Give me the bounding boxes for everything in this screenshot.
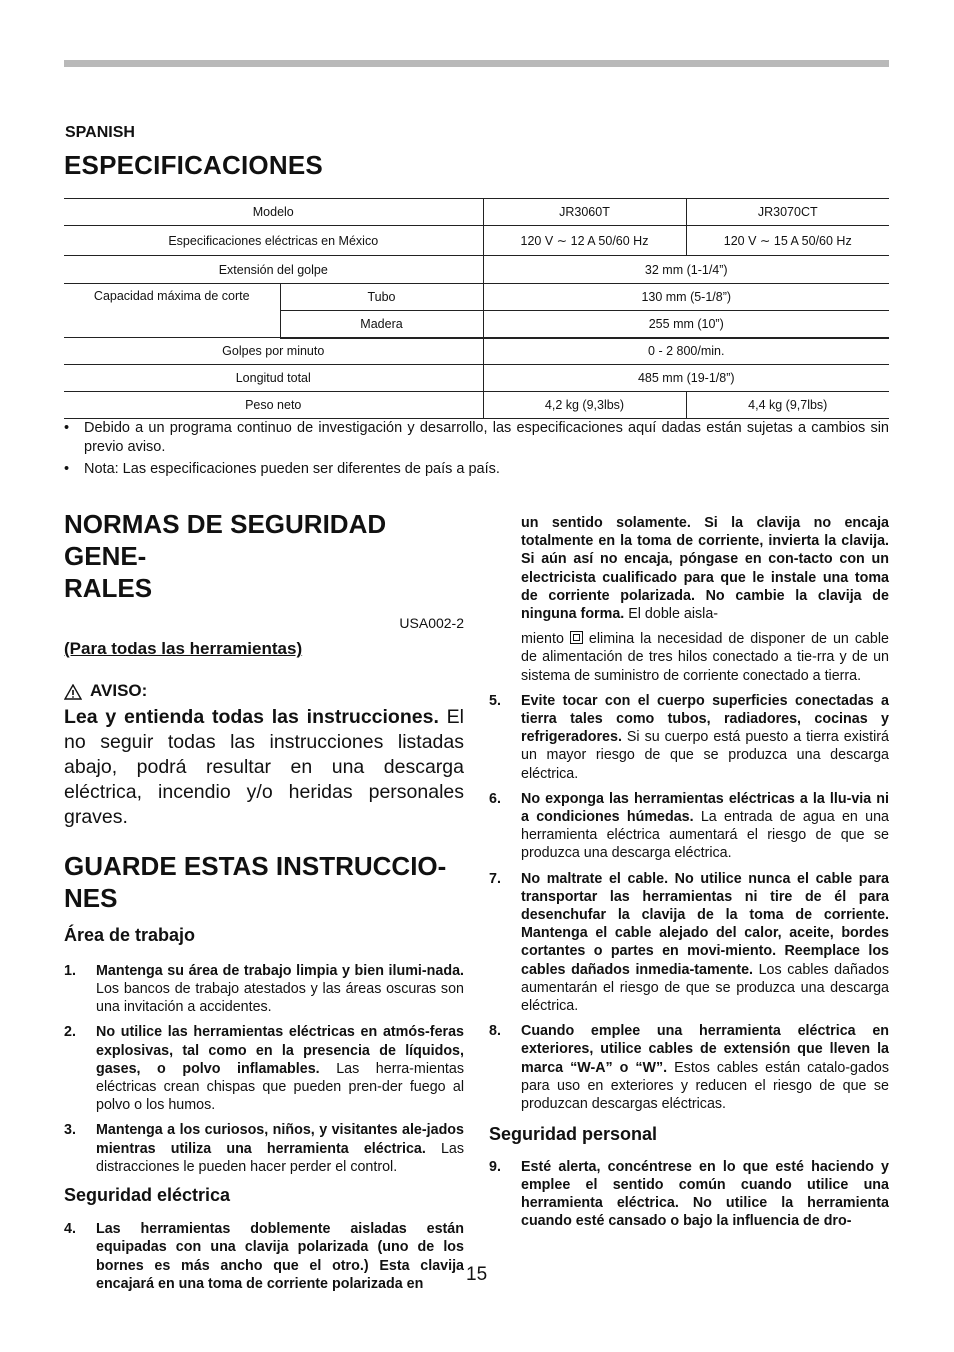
item-text: Las distracciones le pueden hacer perder el control. — [96, 1140, 464, 1175]
list-item — [64, 962, 464, 1017]
table-cell: 4,2 kg (9,3lbs) — [483, 392, 686, 419]
table-row — [64, 365, 889, 392]
item-number: 7. — [489, 870, 501, 887]
table-cell: Extensión del golpe — [64, 256, 483, 284]
item-text: miento — [521, 631, 564, 648]
table-cell: 120 V ∼ 12 A 50/60 Hz — [483, 226, 686, 256]
item-text: Los cables dañados aumentarán el riesgo de que se produzca una descarga eléctrica. — [521, 961, 889, 1015]
table-cell: Golpes por minuto — [64, 338, 483, 365]
item-bold: Cuando emplee una herramienta eléctrica en exteriores, utilice cables de extensión que lleven la marca “W-A” o “W”. — [521, 1023, 889, 1076]
save-instructions-title — [64, 850, 464, 914]
double-insulation-icon — [570, 631, 583, 644]
item-bold: No exponga las herramientas eléctricas a la llu-via ni a condiciones húmedas. — [521, 790, 889, 826]
table-cell: 0 - 2 800/min. — [483, 338, 889, 365]
table-cell: 255 mm (10”) — [483, 311, 889, 338]
table-cell: Madera — [280, 311, 483, 338]
list-item — [64, 1121, 464, 1176]
language-label: SPANISH — [65, 124, 135, 141]
table-cell: Longitud total — [64, 365, 483, 392]
list-item — [64, 1023, 464, 1114]
list-item — [489, 1022, 889, 1113]
item-text: Si su cuerpo está puesto a tierra existirá un mayor riesgo de que se produzca una descarga eléctrica. — [521, 729, 889, 782]
table-row — [64, 338, 889, 365]
list-item — [489, 870, 889, 1016]
safety-title — [64, 508, 464, 604]
item-bold: Evite tocar con el cuerpo superficies conectadas a tierra tales como tubos, radiadores, cocinas y refrigeradores. — [521, 692, 889, 746]
table-cell: JR3060T — [483, 199, 686, 226]
safety-title-line: NORMAS DE SEGURIDAD GENE- — [64, 509, 387, 571]
table-row — [64, 284, 889, 311]
item-number: 8. — [489, 1023, 501, 1040]
table-cell: Modelo — [64, 199, 483, 226]
table-cell: Especificaciones eléctricas en México — [64, 226, 483, 256]
table-cell: Peso neto — [64, 392, 483, 419]
top-rule — [64, 60, 889, 67]
item-number: 3. — [64, 1122, 76, 1139]
item-number: 2. — [64, 1024, 76, 1041]
item-text: Las herra-mientas eléctricas crean chispas que pueden pren-der fuego al polvo o los humos. — [96, 1060, 464, 1114]
warning-body: El no seguir todas las instrucciones listadas abajo, podrá resultar en una descarga eléctrica, incendio y/o heridas personales graves. — [64, 705, 464, 828]
item-number: 5. — [489, 692, 501, 709]
table-cell: Capacidad máxima de corte — [64, 284, 280, 338]
item-number: 1. — [64, 962, 76, 979]
electrical-safety-title: Seguridad eléctrica — [64, 1185, 231, 1206]
list-item: • Nota: Las especificaciones pueden ser diferentes de país a país. — [64, 460, 889, 479]
personal-safety-title: Seguridad personal — [489, 1124, 658, 1145]
item-text: Los bancos de trabajo atestados y las áreas oscuras son una invitación a accidentes. — [96, 981, 464, 1016]
list-item — [489, 692, 889, 783]
table-row — [64, 256, 889, 284]
specifications-table — [64, 198, 889, 419]
warning-label: AVISO: — [90, 681, 148, 701]
table-cell: JR3070CT — [686, 199, 889, 226]
spec-notes — [64, 419, 889, 482]
table-cell: 32 mm (1-1/4”) — [483, 256, 889, 284]
table-row — [64, 392, 889, 419]
list-item — [489, 790, 889, 863]
list-item — [489, 1158, 889, 1231]
table-cell: 120 V ∼ 15 A 50/60 Hz — [686, 226, 889, 256]
warning-triangle-icon — [64, 684, 82, 700]
list-item-continuation — [489, 630, 889, 685]
item-bold: Mantenga su área de trabajo limpia y bien ilumi-nada. — [96, 962, 464, 979]
table-cell: 4,4 kg (9,7lbs) — [686, 392, 889, 419]
table-cell: 130 mm (5-1/8”) — [483, 284, 889, 311]
item-text: elimina la necesidad de disponer de un cable de alimentación de tres hilos conectado a tie-rra y de un sistema de suministro de corriente conectado a tierra. — [521, 631, 889, 684]
table-cell: Tubo — [280, 284, 483, 311]
item-number: 6. — [489, 790, 501, 807]
save-title-line: NES — [64, 882, 118, 913]
warning-bold: Lea y entienda todas las instrucciones. — [64, 705, 439, 728]
item-bold: Esté alerta, concéntrese en lo que esté haciendo y emplee el sentido común cuando utilice una herramienta eléctrica. No utilice la herramienta cuando esté cansado o bajo la influencia de dro- — [521, 1158, 889, 1230]
item-bold: No maltrate el cable. No utilice nunca el cable para transportar las herramientas ni tire de él para desenchufar la clavija de la toma de corriente. Mantenga el cable alejado del calor, aceite, bordes cortantes o partes en movi-miento. Reemplace los cables dañados inmedia-tamente. — [521, 870, 889, 978]
page-title: ESPECIFICACIONES — [64, 150, 323, 180]
table-row — [64, 199, 889, 226]
right-column — [489, 514, 889, 1237]
warning-heading — [64, 682, 464, 700]
item-bold: Mantenga a los curiosos, niños, y visitantes ale-jados mientras utiliza una herramienta eléctrica. — [96, 1122, 464, 1157]
list-item-continuation — [489, 514, 889, 623]
doc-code: USA002-2 — [399, 615, 464, 631]
save-title-line: GUARDE ESTAS INSTRUCCIO- — [64, 850, 447, 881]
left-column — [64, 508, 464, 1300]
list-item — [64, 1220, 464, 1293]
item-text: La entrada de agua en una herramienta eléctrica aumentará el riesgo de que se produzca una descarga eléctrica. — [521, 809, 889, 862]
safety-title-line: RALES — [64, 573, 153, 603]
item-bold: un sentido solamente. Si la clavija no encaja totalmente en la toma de corriente, invierta la clavija. Si aún así no encaja, póngase en con-tacto con un electricista cualificado para que le instale una toma de corriente polarizada. No cambie la clavija de ninguna forma. — [521, 515, 889, 623]
item-text: Estos cables están catalo-gados para uso en exteriores y reducen el riesgo de que se produzcan descargas eléctricas. — [521, 1059, 889, 1113]
item-bold: No utilice las herramientas eléctricas en atmós-feras explosivas, tal como en la presencia de líquidos, gases, o polvo inflamables. — [96, 1024, 464, 1077]
warning-text — [64, 705, 464, 830]
page-number: 15 — [466, 1264, 488, 1285]
work-area-title: Área de trabajo — [64, 924, 196, 945]
item-bold: Las herramientas doblemente aisladas están equipadas con una clavija polarizada (uno de los bornes es más ancho que el otro.) Esta clavija encajará en una toma de corriente polarizada en — [96, 1221, 464, 1292]
table-cell: 485 mm (19-1/8”) — [483, 365, 889, 392]
table-row — [64, 226, 889, 256]
item-text: El doble aisla- — [624, 606, 719, 623]
item-number: 4. — [64, 1221, 76, 1238]
item-number: 9. — [489, 1158, 501, 1175]
list-item: • Debido a un programa continuo de investigación y desarrollo, las especificaciones aquí dadas están sujetas a cambios sin previo aviso. — [64, 419, 889, 457]
safety-subtitle: (Para todas las herramientas) — [64, 639, 303, 659]
